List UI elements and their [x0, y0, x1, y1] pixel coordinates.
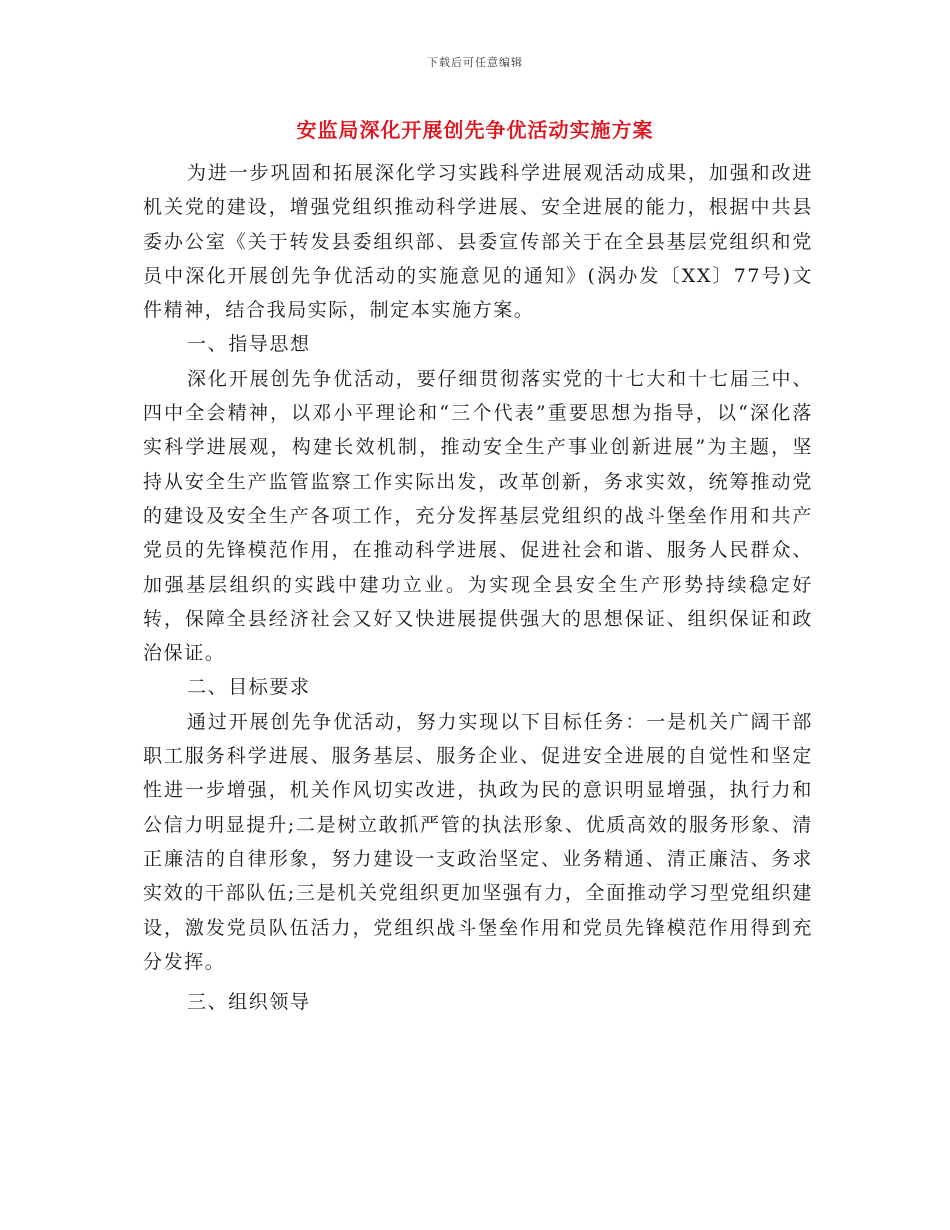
- intro-paragraph: 为进一步巩固和拓展深化学习实践科学进展观活动成果，加强和改进机关党的建设，增强党组织推动科学进展、安全进展的能力，根据中共县委办公室《关于转发县委组织部、县委宣传部关于在全县基层党组织和党员中深化开展创先争优活动的实施意见的通知》(涡办发〔XX〕77号)文件精神，结合我局实际，制定本实施方案。: [143, 162, 813, 322]
- document-title: 安监局深化开展创先争优活动实施方案: [296, 118, 654, 142]
- document-body: [143, 156, 813, 1019]
- section-heading-goals: 二、目标要求: [187, 676, 311, 699]
- header-note: 下载后可任意编辑: [427, 56, 523, 69]
- goals-paragraph: 通过开展创先争优活动，努力实现以下目标任务：一是机关广阔干部职工服务科学进展、服务基层、服务企业、促进安全进展的自觉性和坚定性进一步增强，机关作风切实改进，执政为民的意识明显增强，执行力和公信力明显提升;二是树立敢抓严管的执法形象、优质高效的服务形象、清正廉洁的自律形象，努力建设一支政治坚定、业务精通、清正廉洁、务求实效的干部队伍;三是机关党组织更加坚强有力，全面推动学习型党组织建设，激发党员队伍活力，党组织战斗堡垒作用和党员先锋模范作用得到充分发挥。: [143, 710, 813, 973]
- section-heading-organization: 三、组织领导: [187, 991, 311, 1014]
- section-heading-guiding-ideology: 一、指导思想: [187, 333, 311, 356]
- guiding-ideology-paragraph: 深化开展创先争优活动，要仔细贯彻落实党的十七大和十七届三中、四中全会精神，以邓小平理论和“三个代表”重要思想为指导，以“深化落实科学进展观，构建长效机制，推动安全生产事业创新进展”为主题，坚持从安全生产监管监察工作实际出发，改革创新，务求实效，统筹推动党的建设及安全生产各项工作，充分发挥基层党组织的战斗堡垒作用和共产党员的先锋模范作用，在推动科学进展、促进社会和谐、服务人民群众、加强基层组织的实践中建功立业。为实现全县安全生产形势持续稳定好转，保障全县经济社会又好又快进展提供强大的思想保证、组织保证和政治保证。: [143, 367, 813, 665]
